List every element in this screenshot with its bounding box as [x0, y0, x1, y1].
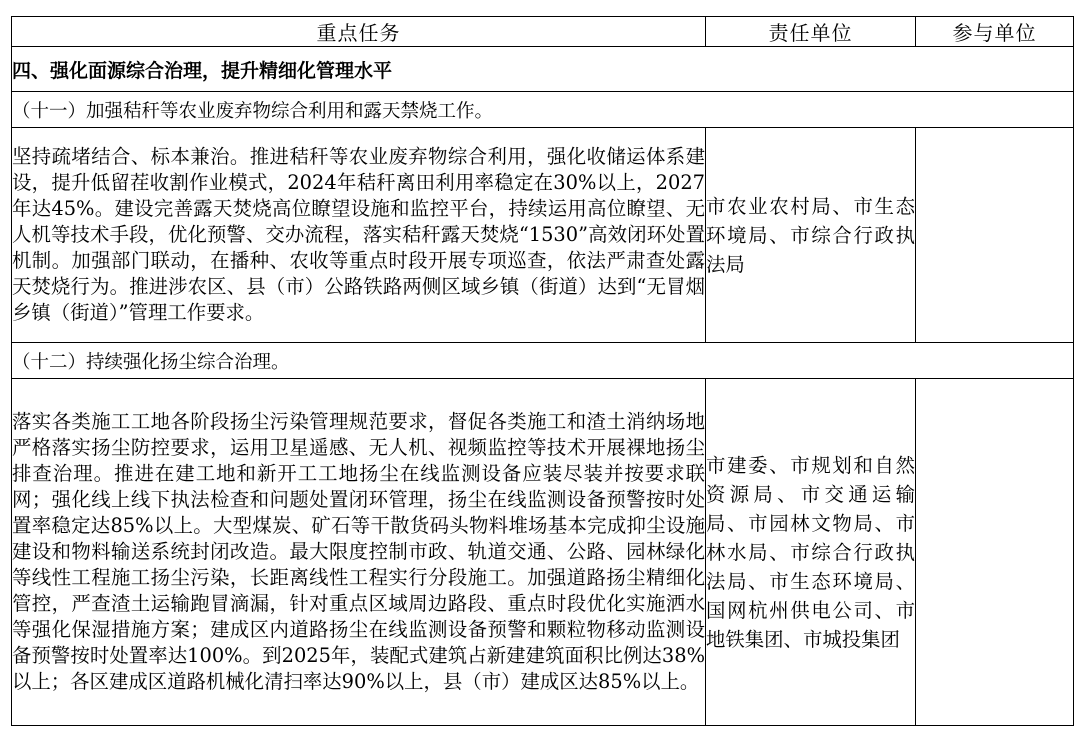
item-heading-row	[12, 343, 1074, 379]
item-content: 落实各类施工工地各阶段扬尘污染管理规范要求，督促各类施工和渣土消纳场地严格落实扬尘防控要求，运用卫星遥感、无人机、视频监控等技术开展裸地扬尘排查治理。推进在建工地和新开工工地扬尘在线监测设备应装尽装并按要求联网；强化线上线下执法检查和问题处置闭环管理，扬尘在线监测设备预警按时处置率稳定达85%以上。大型煤炭、矿石等干散货码头物料堆场基本完成抑尘设施建设和物料输送系统封闭改造。最大限度控制市政、轨道交通、公路、园林绿化等线性工程施工扬尘污染，长距离线性工程实行分段施工。加强道路扬尘精细化管控，严查渣土运输跑冒滴漏，针对重点区域周边路段、重点时段优化实施洒水等强化保湿措施方案；建成区内道路扬尘在线监测设备预警和颗粒物移动监测设备预警按时处置率达100%。到2025年，装配式建筑占新建建筑面积比例达38%以上；各区建成区道路机械化清扫率达90%以上，县（市）建成区达85%以上。	[12, 379, 706, 726]
item-heading-row	[12, 92, 1074, 128]
item-participating-unit	[916, 379, 1074, 726]
item-heading: （十二）持续强化扬尘综合治理。	[12, 343, 1074, 379]
header-task: 重点任务	[12, 17, 706, 47]
item-heading: （十一）加强秸秆等农业废弃物综合利用和露天禁烧工作。	[12, 92, 1074, 128]
item-participating-unit	[916, 128, 1074, 343]
item-content-row	[12, 379, 1074, 726]
header-responsible-unit: 责任单位	[706, 17, 916, 47]
item-responsible-unit: 市建委、市规划和自然资源局、市交通运输局、市园林文物局、市林水局、市综合行政执法局、市生态环境局、国网杭州供电公司、市地铁集团、市城投集团	[706, 379, 916, 726]
section-title: 四、强化面源综合治理，提升精细化管理水平	[12, 47, 1074, 92]
task-table	[11, 16, 1074, 726]
item-content: 坚持疏堵结合、标本兼治。推进秸秆等农业废弃物综合利用，强化收储运体系建设，提升低留茬收割作业模式，2024年秸秆离田利用率稳定在30%以上，2027年达45%。建设完善露天焚烧高位瞭望设施和监控平台，持续运用高位瞭望、无人机等技术手段，优化预警、交办流程，落实秸秆露天焚烧“1530”高效闭环处置机制。加强部门联动，在播种、农收等重点时段开展专项巡查，依法严肃查处露天焚烧行为。推进涉农区、县（市）公路铁路两侧区域乡镇（街道）达到“无冒烟乡镇（街道）”管理工作要求。	[12, 128, 706, 343]
header-participating-unit: 参与单位	[916, 17, 1074, 47]
header-row	[12, 17, 1074, 47]
item-content-row	[12, 128, 1074, 343]
section-row	[12, 47, 1074, 92]
item-responsible-unit: 市农业农村局、市生态环境局、市综合行政执法局	[706, 128, 916, 343]
